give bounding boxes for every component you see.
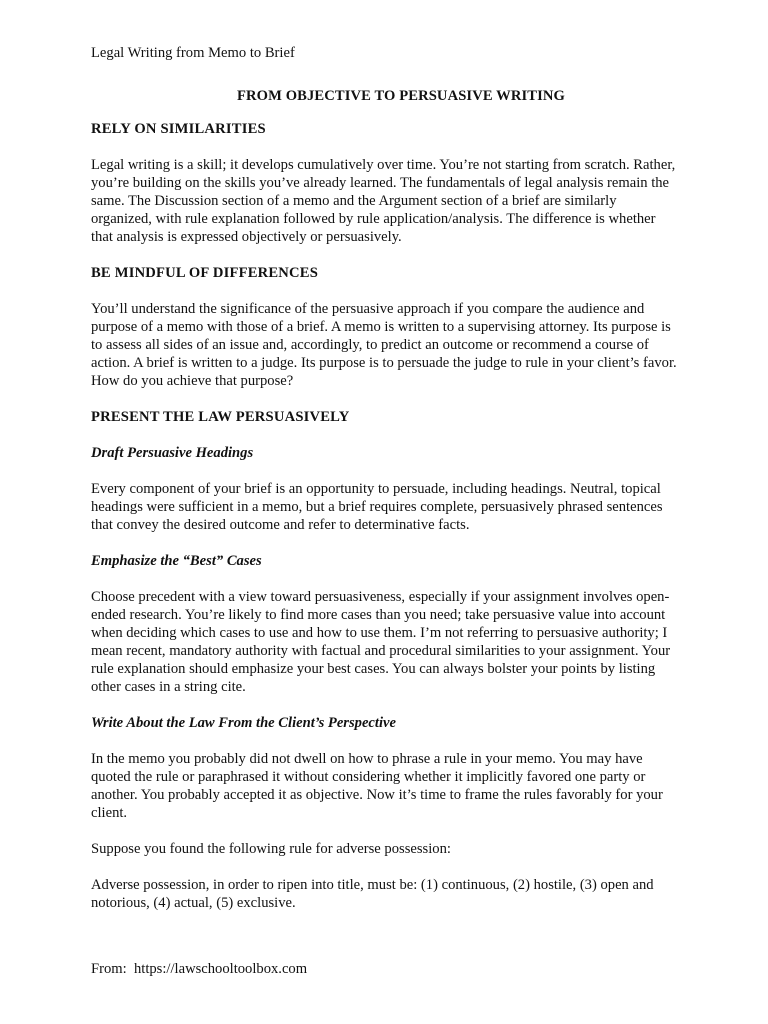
document-title: FROM OBJECTIVE TO PERSUASIVE WRITING	[237, 88, 565, 104]
running-header: Legal Writing from Memo to Brief	[91, 45, 295, 61]
subheading-draft-persuasive-headings: Draft Persuasive Headings	[91, 445, 254, 461]
section-heading-be-mindful-of-differences: BE MINDFUL OF DIFFERENCES	[91, 265, 319, 281]
paragraph-client-perspective-1: In the memo you probably did not dwell on how to phrase a rule in your memo. You may have quoted the rule or paraphrased it without considering whether it implicitly favored one party or another. You probably accepted it as objective. Now it’s time to frame the rules favorably for your client.	[91, 751, 663, 821]
subheading-emphasize-best-cases: Emphasize the “Best” Cases	[91, 553, 262, 569]
paragraph-rely-on-similarities: Legal writing is a skill; it develops cumulatively over time. You’re not starting from scratch. Rather, you’re building on the skills you’ve already learned. The fundamentals of legal analysis remain the same. The Discussion section of a memo and the Argument section of a brief are similarly organized, with rule explanation followed by rule application/analysis. The difference is whether that analysis is expressed objectively or persuasively.	[91, 157, 676, 245]
paragraph-be-mindful-of-differences: You’ll understand the significance of the persuasive approach if you compare the audience and purpose of a memo with those of a brief. A memo is written to a supervising attorney. Its purpose is to assess all sides of an issue and, accordingly, to predict an outcome or recommend a course of action. A brief is written to a judge. Its purpose is to persuade the judge to rule in your client’s favor. How do you achieve that purpose?	[91, 301, 677, 389]
paragraph-client-perspective-2: Suppose you found the following rule for adverse possession:	[91, 841, 451, 857]
section-heading-rely-on-similarities: RELY ON SIMILARITIES	[91, 121, 266, 137]
subheading-client-perspective: Write About the Law From the Client’s Perspective	[91, 715, 396, 731]
paragraph-draft-persuasive-headings: Every component of your brief is an opportunity to persuade, including headings. Neutral, topical headings were sufficient in a memo, but a brief requires complete, persuasively phrased sentences that convey the desired outcome and refer to determinative facts.	[91, 481, 663, 533]
section-heading-present-the-law-persuasively: PRESENT THE LAW PERSUASIVELY	[91, 409, 350, 425]
paragraph-adverse-possession-rule: Adverse possession, in order to ripen into title, must be: (1) continuous, (2) hostile, (3) open and notorious, (4) actual, (5) exclusive.	[91, 877, 654, 911]
document-page	[91, 44, 681, 930]
footer-label: From:	[91, 961, 127, 977]
footer-source-url: https://lawschooltoolbox.com	[133, 961, 308, 977]
paragraph-emphasize-best-cases: Choose precedent with a view toward persuasiveness, especially if your assignment involves open-ended research. You’re likely to find more cases than you need; take persuasive value into account when deciding which cases to use and how to use them. I’m not referring to persuasive authority; I mean recent, mandatory authority with factual and procedural similarities to your assignment. Your rule explanation should emphasize your best cases. You can always bolster your points by listing other cases in a string cite.	[91, 589, 671, 695]
source-footer	[91, 960, 307, 978]
